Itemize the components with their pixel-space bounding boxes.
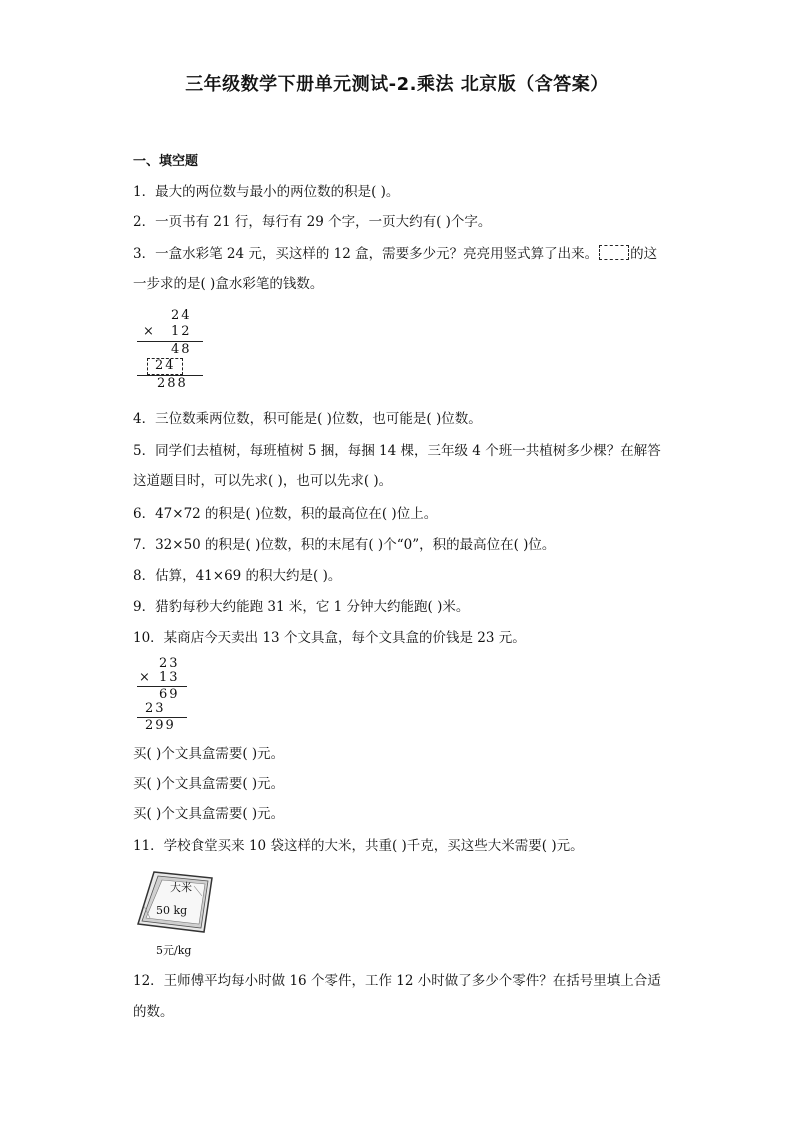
question-10-answer-3: 买( )个文具盒需要( )元。 xyxy=(133,806,285,822)
calc1-multiplier: 12 xyxy=(171,324,192,339)
question-3-line-2: 一步求的是( )盒水彩笔的钱数。 xyxy=(133,276,324,292)
calc1-product: 288 xyxy=(157,376,188,391)
question-1: 1．最大的两位数与最小的两位数的积是( )。 xyxy=(133,184,400,200)
calc2-product: 299 xyxy=(145,718,176,733)
calc2-partial-1: 69 xyxy=(159,687,180,702)
section-heading: 一、填空题 xyxy=(133,154,199,169)
question-6: 6．47×72 的积是( )位数，积的最高位在( )位上。 xyxy=(133,506,438,522)
question-12-line-1: 12．王师傅平均每小时做 16 个零件，工作 12 小时做了多少个零件？在括号里填上合适 xyxy=(133,973,661,989)
calc1-partial-2: 24 xyxy=(155,358,176,373)
question-10-answer-2: 买( )个文具盒需要( )元。 xyxy=(133,776,285,792)
question-9: 9．猎豹每秒大约能跑 31 米，它 1 分钟大约能跑( )米。 xyxy=(133,599,470,615)
calc2-multiplier: 13 xyxy=(159,670,180,685)
question-10: 10．某商店今天卖出 13 个文具盒，每个文具盒的价钱是 23 元。 xyxy=(133,630,526,646)
calc1-multiplicand: 24 xyxy=(171,308,192,323)
question-7: 7．32×50 的积是( )位数，积的末尾有( )个“0”，积的最高位在( )位。 xyxy=(133,537,556,553)
question-3-text-b: 的这 xyxy=(630,246,658,262)
rice-price: 5元/kg xyxy=(156,944,192,957)
question-12-line-2: 的数。 xyxy=(133,1004,174,1020)
question-5-line-2: 这道题目时，可以先求( )，也可以先求( )。 xyxy=(133,473,393,489)
calc1-times-sign: × xyxy=(143,324,156,339)
question-3-text-a: 3．一盒水彩笔 24 元，买这样的 12 盒，需要多少元？亮亮用竖式算了出来。 xyxy=(133,246,599,262)
calc2-times-sign: × xyxy=(139,670,152,685)
question-2: 2．一页书有 21 行，每行有 29 个字，一页大约有( )个字。 xyxy=(133,214,492,230)
rice-bag-name: 大米 xyxy=(170,881,192,894)
calc1-partial-1: 48 xyxy=(171,342,192,357)
rice-bag-image xyxy=(132,866,218,936)
question-10-answer-1: 买( )个文具盒需要( )元。 xyxy=(133,746,285,762)
question-4: 4．三位数乘两位数，积可能是( )位数，也可能是( )位数。 xyxy=(133,411,482,427)
calc2-partial-2: 23 xyxy=(145,701,166,716)
calc1-rule-1 xyxy=(137,341,203,342)
vertical-multiplication-1 xyxy=(135,308,215,396)
vertical-multiplication-2 xyxy=(135,656,215,736)
rice-bag-icon xyxy=(132,866,218,936)
calc2-multiplicand: 23 xyxy=(159,656,180,671)
page-title: 三年级数学下册单元测试-2.乘法 北京版（含答案） xyxy=(185,74,609,95)
question-5-line-1: 5．同学们去植树，每班植树 5 捆，每捆 14 棵，三年级 4 个班一共植树多少棵？在解答 xyxy=(133,443,661,459)
dashed-answer-box xyxy=(599,245,629,260)
rice-bag-weight: 50 kg xyxy=(156,904,188,917)
question-8: 8．估算，41×69 的积大约是( )。 xyxy=(133,568,342,584)
question-3-line-1 xyxy=(133,244,657,264)
question-11: 11．学校食堂买来 10 袋这样的大米，共重( )千克，买这些大米需要( )元。 xyxy=(133,838,584,854)
